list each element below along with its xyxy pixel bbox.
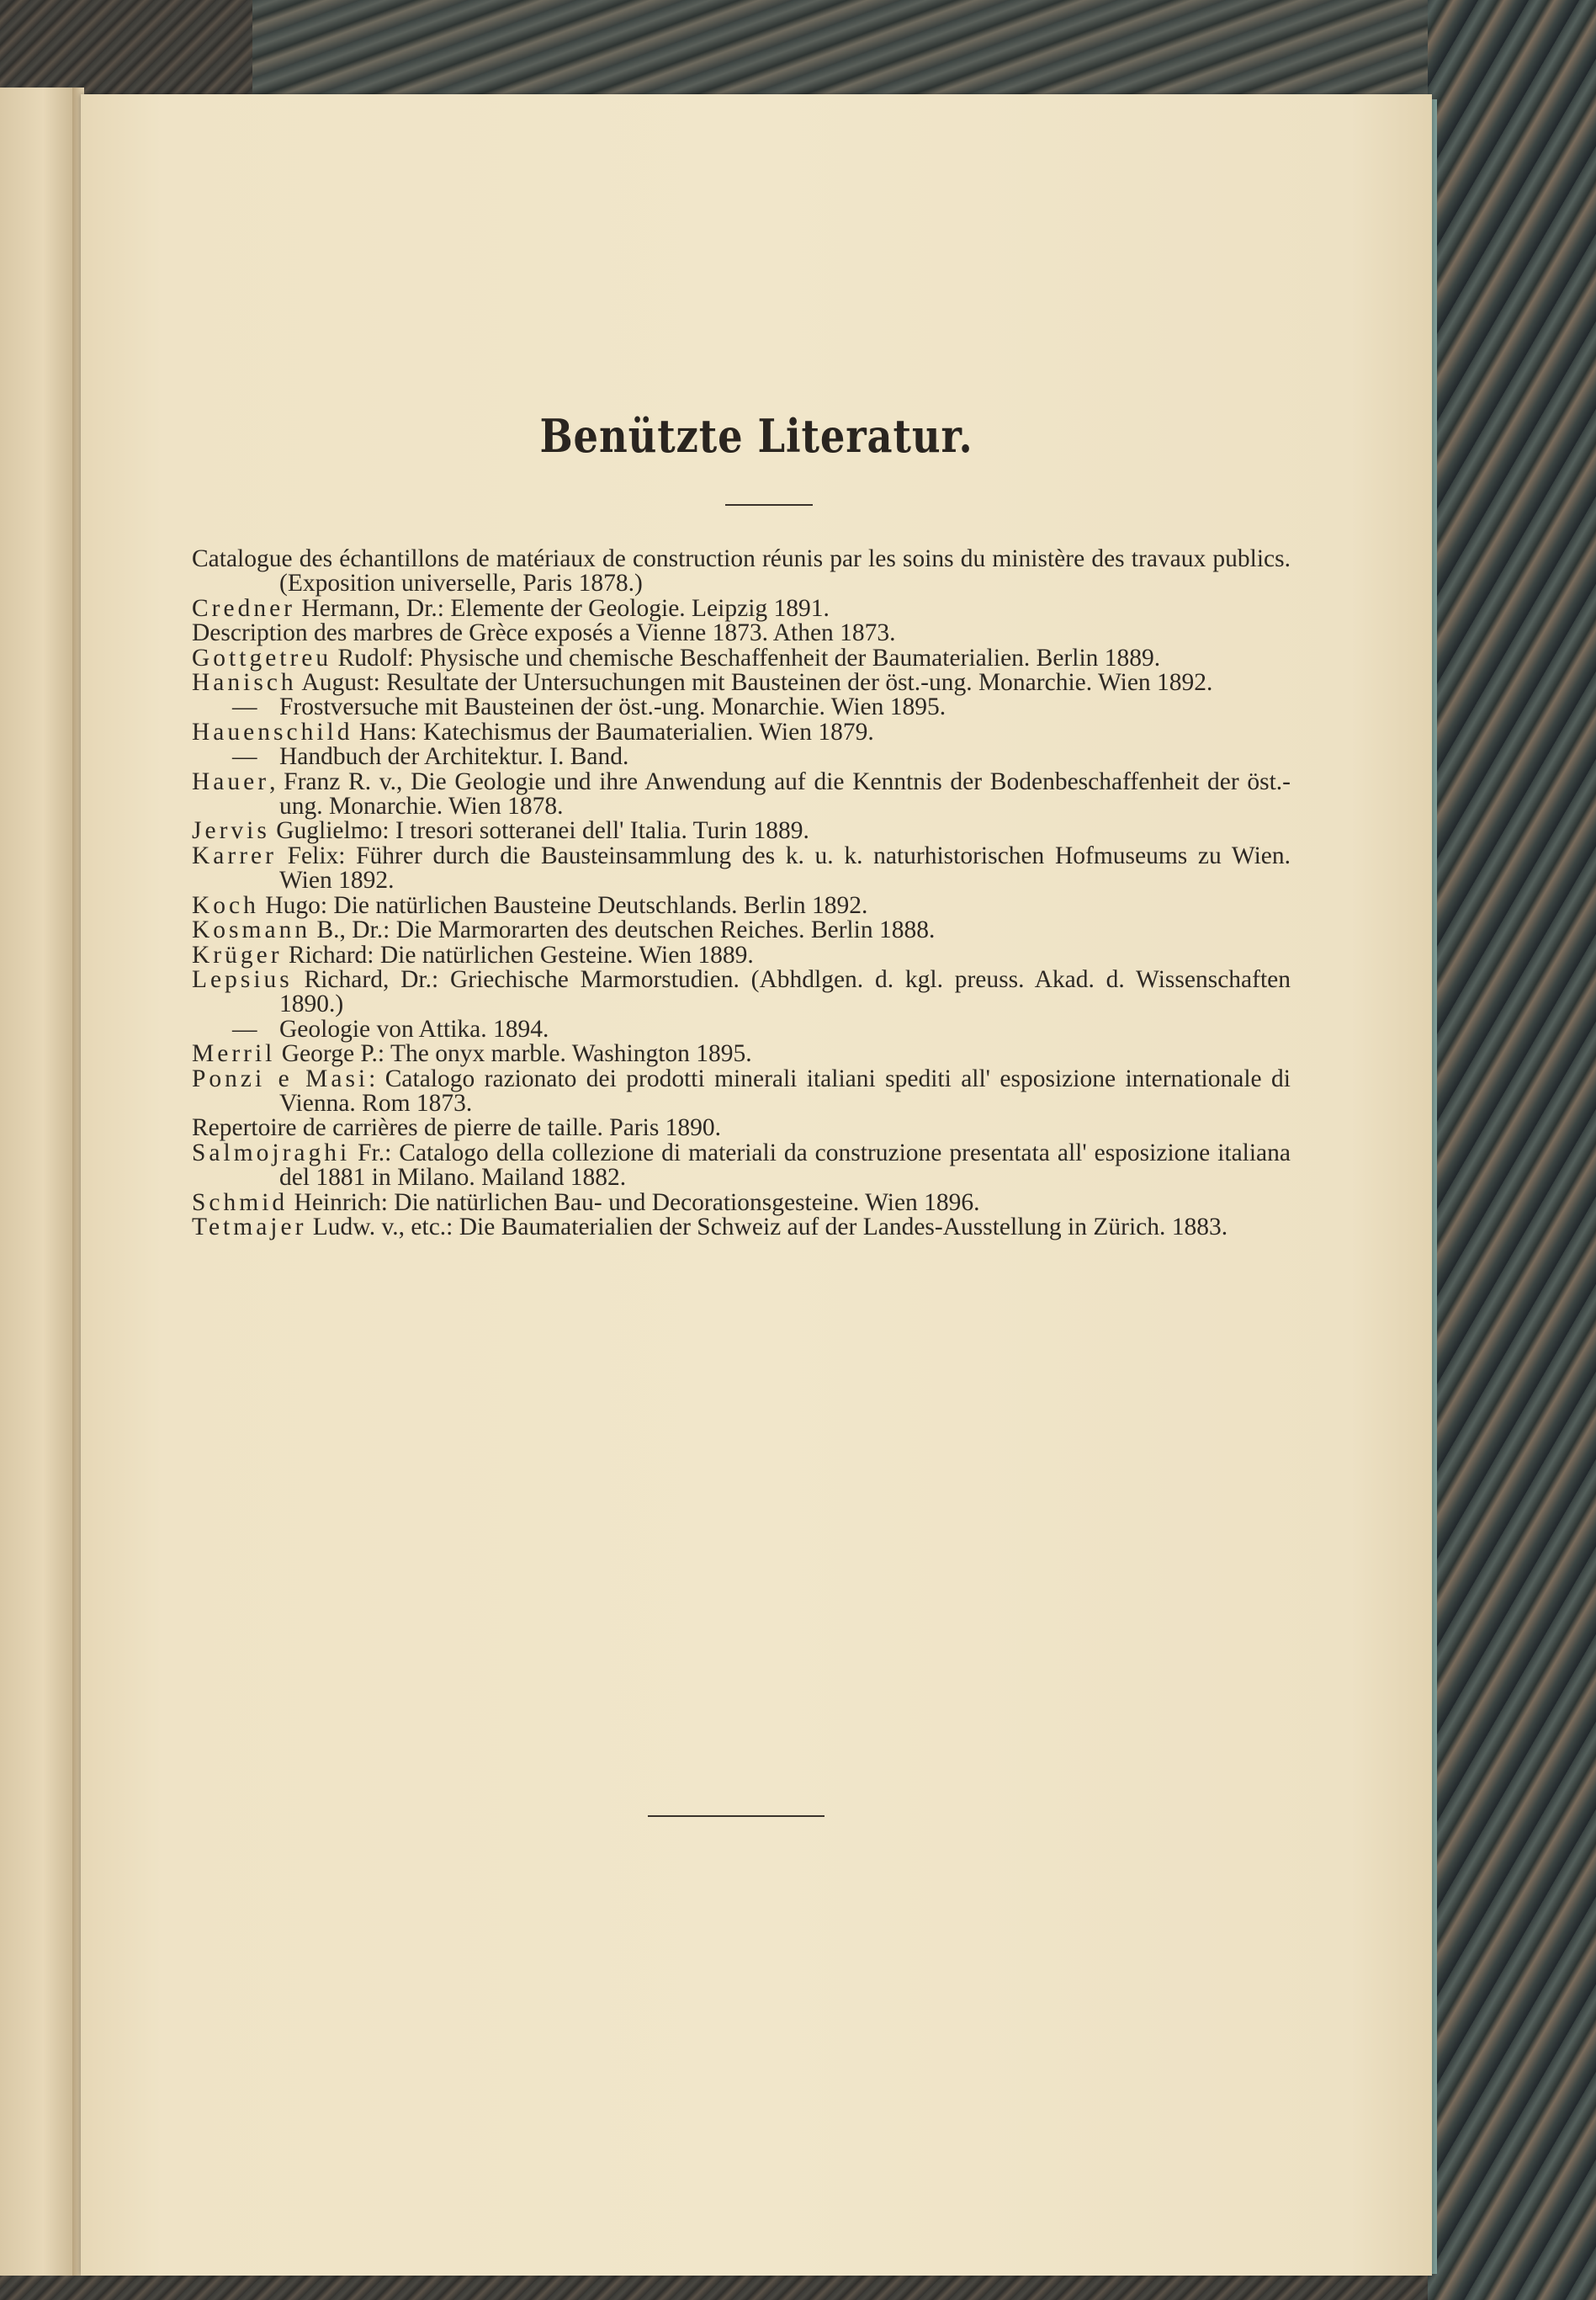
bibliography-entry [192,1017,1291,1042]
bibliography-entry [192,844,1291,894]
entry-text: Hugo: Die natürlichen Bausteine Deutschlands. Berlin 1892. [258,891,868,919]
entry-text: Rudolf: Physische und chemische Beschaffenheit der Baumaterialien. Berlin 1889. [331,644,1161,672]
ditto-dash: — [232,1015,257,1043]
entry-text: Repertoire de carrières de pierre de taille. Paris 1890. [192,1114,722,1142]
entry-text: August: Resultate der Untersuchungen mit Bausteinen der öst.-ung. Monarchie. Wien 1892. [296,669,1213,697]
entry-text: Geologie von Attika. 1894. [279,1015,549,1043]
entry-author: Lepsius [192,965,293,993]
bibliography-entry [192,965,1291,1018]
marbled-endpaper-right [1428,0,1596,2300]
entry-text: : Catalogo razionato dei prodotti minerali italiani spediti all' esposizione internationale di Vienna. Rom 1873. [279,1065,1291,1117]
entry-text: Guglielmo: I tresori sotteranei dell' Italia. Turin 1889. [269,817,809,845]
entry-author: Koch [192,891,259,919]
entry-text: Richard, Dr.: Griechische Marmorstudien. (Abhdlgen. d. kgl. preuss. Akad. d. Wissenschaften 1890.) [279,965,1291,1018]
bibliography-entry [192,819,1291,843]
entry-author: Kosmann [192,916,311,944]
entry-text: , Franz R. v., Die Geologie und ihre Anwendung auf die Kenntnis der Bodenbeschaffenheit der öst.-ung. Monarchie. Wien 1878. [269,768,1291,821]
entry-text: B., Dr.: Die Marmorarten des deutschen Reiches. Berlin 1888. [310,916,936,944]
bibliography-entry [192,594,1291,622]
title-rule [725,504,813,506]
bibliography-list [192,547,1291,1240]
bibliography-entry [192,745,1291,769]
entry-text: Ludw. v., etc.: Die Baumaterialien der Schweiz auf der Landes-Ausstellung in Zürich. 1883. [306,1213,1228,1240]
bibliography-entry [192,547,1291,597]
entry-text: Frostversuche mit Bausteinen der öst.-ung. Monarchie. Wien 1895. [279,693,946,721]
bibliography-entry [192,646,1291,671]
entry-author: Jervis [192,817,270,845]
bibliography-entry [192,720,1291,745]
entry-text: Richard: Die natürlichen Gesteine. Wien 1889. [282,941,754,969]
entry-author: Tetmajer [192,1213,307,1240]
entry-author: Hauenschild [192,718,353,746]
entry-text: Heinrich: Die natürlichen Bau- und Decorationsgesteine. Wien 1896. [288,1188,980,1216]
entry-author: Credner [192,594,296,622]
entry-author: Salmojraghi [192,1139,351,1166]
bibliography-entry [192,1042,1291,1066]
entry-author: Krüger [192,941,283,969]
entry-author: Hauer [192,768,270,795]
bibliography-entry [192,671,1291,695]
entry-author: Gottgetreu [192,644,332,672]
bibliography-entry [192,1188,1291,1216]
ditto-dash: — [232,743,257,771]
entry-text: George P.: The onyx marble. Washington 1895. [275,1040,752,1068]
page-title: Benützte Literatur. [539,409,973,463]
book-page [81,94,1432,2276]
entry-author: Karrer [192,842,277,869]
end-rule [648,1815,825,1817]
bibliography-entry [192,943,1291,968]
bibliography-entry [192,770,1291,820]
entry-text: Felix: Führer durch die Bausteinsammlung des k. u. k. naturhistorischen Hofmuseums zu Wien. Wien 1892. [276,842,1291,895]
marbled-endpaper-top [252,0,1596,99]
entry-author: Hanisch [192,669,297,697]
entry-text: Handbuch der Architektur. I. Band. [279,743,629,771]
bibliography-entry [192,1116,1291,1140]
entry-author: Schmid [192,1188,289,1216]
entry-text: Description des marbres de Grèce exposés a Vienne 1873. Athen 1873. [192,619,896,647]
entry-author: Merril [192,1040,276,1068]
entry-text: Hans: Katechismus der Baumaterialien. Wien 1879. [353,718,874,746]
entry-text: Hermann, Dr.: Elemente der Geologie. Leipzig 1891. [295,594,830,622]
bibliography-entry [192,918,1291,943]
entry-author: Ponzi e Masi [192,1065,369,1092]
ditto-dash: — [232,693,257,721]
bibliography-entry [192,695,1291,720]
bibliography-entry [192,621,1291,645]
bibliography-entry [192,1215,1291,1240]
entry-text: Fr.: Catalogo della collezione di materiali da construzione presentata all' esposizione italiana del 1881 in Milano. Mailand 1882. [279,1139,1291,1192]
entry-text: Catalogue des échantillons de matériaux de construction réunis par les soins du ministère des travaux publics. (Exposition universelle, Paris 1878.) [192,545,1291,598]
bibliography-entry [192,1067,1291,1117]
bibliography-entry [192,891,1291,919]
facing-page-edge [0,88,75,2276]
bibliography-entry [192,1141,1291,1191]
